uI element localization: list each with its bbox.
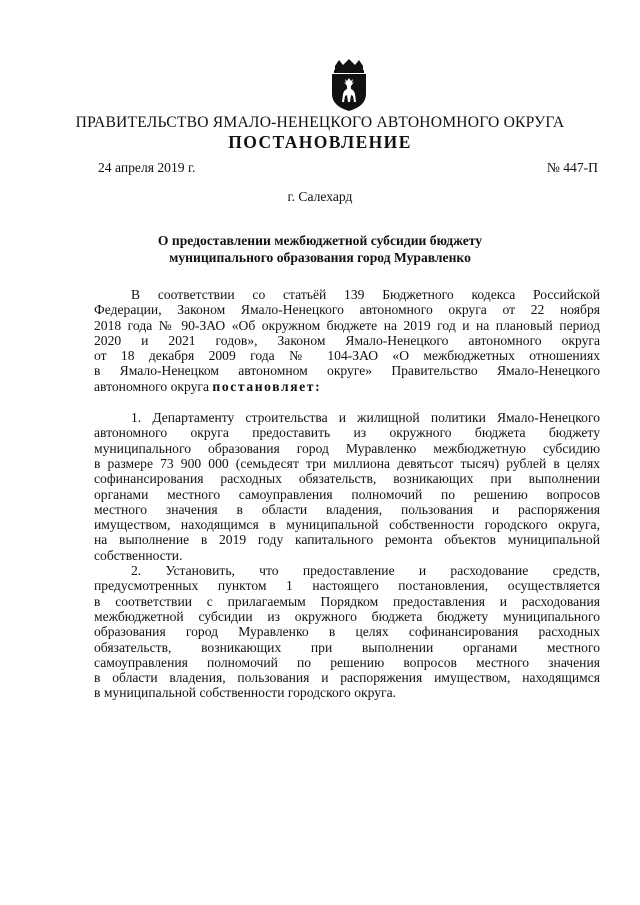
- item-1-line: софинансирования расходных обязательств, возникающих при выполнении: [94, 471, 600, 487]
- preamble-line: Федерации, Законом Ямало-Ненецкого автономного округа от 22 ноября: [94, 302, 600, 318]
- item-1-line: органами местного самоуправления полномочий по решению вопросов: [94, 486, 600, 502]
- coat-of-arms-emblem: [326, 58, 372, 112]
- document-body: [94, 287, 600, 701]
- item-2-line: в соответствии с прилагаемым Порядком предоставления и расходования: [94, 593, 600, 609]
- item-2-line: предусмотренных пунктом 1 настоящего постановления, осуществляется: [94, 578, 600, 594]
- item-2-paragraph: [94, 563, 600, 701]
- item-1-line: в размере 73 900 000 (семьдесят три миллиона девятьсот тысяч) рублей в целях: [94, 455, 600, 471]
- organization-name: ПРАВИТЕЛЬСТВО ЯМАЛО-НЕНЕЦКОГО АВТОНОМНОГО ОКРУГА: [75, 114, 565, 131]
- item-1-paragraph: [94, 410, 600, 563]
- item-1-line: муниципального образования город Муравленко межбюджетную субсидию: [94, 440, 600, 456]
- item-1-line: автономного округа предоставить из окружного бюджета бюджету: [94, 425, 600, 441]
- preamble-line: [94, 379, 600, 394]
- item-1-line: на выполнение в 2019 году капитального ремонта объектов муниципальной: [94, 532, 600, 548]
- item-1-line: местного значения в области владения, пользования и распоряжения: [94, 501, 600, 517]
- preamble-line: 2020 и 2021 годов», Законом Ямало-Ненецкого автономного округа: [94, 332, 600, 348]
- document-number: № 447-П: [546, 160, 598, 175]
- title-line: О предоставлении межбюджетной субсидии бюджету: [157, 233, 483, 248]
- item-2-line: образования город Муравленко в целях софинансирования расходных: [94, 624, 600, 640]
- item-2-line: межбюджетной субсидии из окружного бюджета бюджету муниципального: [94, 608, 600, 624]
- item-2-line: обязательств, возникающих при выполнении органами местного: [94, 639, 600, 655]
- decree-word: постановляет:: [212, 378, 322, 394]
- preamble-last-text: автономного округа: [94, 378, 213, 394]
- preamble-line: в Ямало-Ненецком автономном округе» Правительство Ямало-Ненецкого: [94, 363, 600, 379]
- document-city: г. Салехард: [287, 189, 353, 204]
- preamble-paragraph: [94, 287, 600, 394]
- preamble-line: 2018 года № 90-ЗАО «Об окружном бюджете на 2019 год и на плановый период: [94, 317, 600, 333]
- item-1-line: 1. Департаменту строительства и жилищной политики Ямало-Ненецкого: [131, 410, 600, 426]
- preamble-line: В соответствии со статьёй 139 Бюджетного кодекса Российской: [131, 287, 600, 302]
- paragraph-gap: [94, 394, 600, 410]
- document-type: ПОСТАНОВЛЕНИЕ: [228, 132, 412, 152]
- item-2-line: в муниципальной собственности городского округа.: [94, 685, 397, 701]
- item-1-line: имуществом, находящимся в муниципальной собственности городского округа,: [94, 517, 600, 533]
- item-1-line: собственности.: [94, 547, 183, 563]
- document-title: [90, 232, 550, 266]
- preamble-line: от 18 декабря 2009 года № 104-ЗАО «О межбюджетных отношениях: [94, 348, 600, 364]
- document-date: 24 апреля 2019 г.: [98, 160, 196, 175]
- item-2-line: 2. Установить, что предоставление и расходование средств,: [131, 563, 600, 579]
- item-2-line: самоуправления полномочий по решению вопросов местного значения: [94, 654, 600, 670]
- item-2-line: в области владения, пользования и распоряжения имуществом, находящимся: [94, 670, 600, 686]
- title-line: муниципального образования город Муравленко: [169, 250, 471, 265]
